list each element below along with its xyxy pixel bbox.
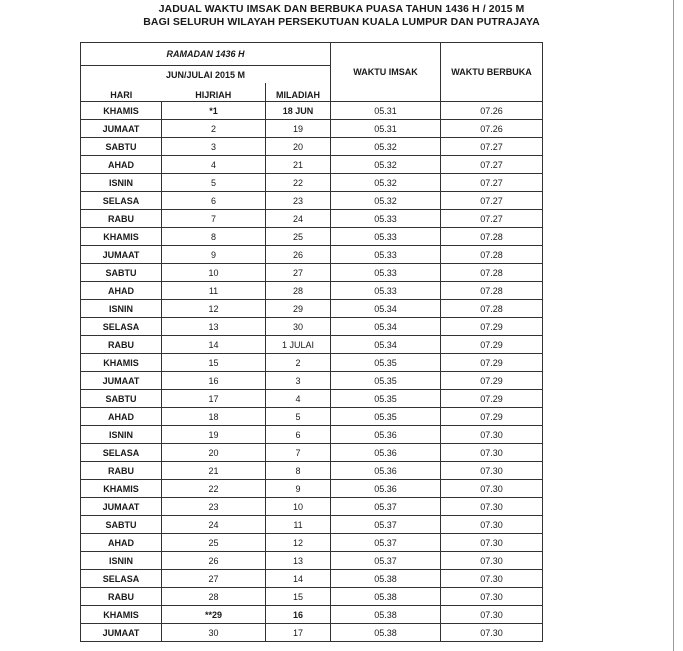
hijriah-cell: 8: [162, 228, 266, 246]
hijriah-cell: 26: [162, 552, 266, 570]
table-row: [81, 174, 543, 192]
berbuka-cell: 07.28: [441, 228, 543, 246]
berbuka-cell: 07.27: [441, 138, 543, 156]
table-row: [81, 408, 543, 426]
hijriah-cell: 5: [162, 174, 266, 192]
berbuka-cell: 07.30: [441, 498, 543, 516]
imsak-cell: 05.32: [331, 174, 441, 192]
berbuka-cell: 07.30: [441, 588, 543, 606]
miladiah-cell: 20: [266, 138, 331, 156]
imsak-cell: 05.36: [331, 426, 441, 444]
day-cell: AHAD: [81, 156, 162, 174]
miladiah-cell: 24: [266, 210, 331, 228]
miladiah-header: MILADIAH: [266, 83, 331, 102]
imsak-cell: 05.34: [331, 318, 441, 336]
berbuka-cell: 07.30: [441, 606, 543, 624]
imsak-cell: 05.38: [331, 570, 441, 588]
day-cell: KHAMIS: [81, 228, 162, 246]
miladiah-cell: 3: [266, 372, 331, 390]
table-row: [81, 606, 543, 624]
imsak-cell: 05.35: [331, 372, 441, 390]
table-row: [81, 372, 543, 390]
miladiah-cell: 5: [266, 408, 331, 426]
day-cell: SABTU: [81, 516, 162, 534]
miladiah-cell: 28: [266, 282, 331, 300]
hijriah-cell: 7: [162, 210, 266, 228]
miladiah-cell: 16: [266, 606, 331, 624]
berbuka-cell: 07.30: [441, 624, 543, 642]
hijriah-cell: 9: [162, 246, 266, 264]
berbuka-cell: 07.30: [441, 552, 543, 570]
imsak-header: WAKTU IMSAK: [331, 43, 441, 102]
table-row: [81, 534, 543, 552]
hijriah-cell: 23: [162, 498, 266, 516]
table-row: [81, 246, 543, 264]
berbuka-cell: 07.29: [441, 336, 543, 354]
table-row: [81, 480, 543, 498]
hijriah-cell: 18: [162, 408, 266, 426]
miladiah-cell: 6: [266, 426, 331, 444]
table-row: [81, 282, 543, 300]
miladiah-cell: 8: [266, 462, 331, 480]
berbuka-cell: 07.26: [441, 120, 543, 138]
berbuka-cell: 07.29: [441, 408, 543, 426]
imsak-cell: 05.34: [331, 300, 441, 318]
day-cell: AHAD: [81, 282, 162, 300]
miladiah-cell: 21: [266, 156, 331, 174]
hijriah-cell: 17: [162, 390, 266, 408]
table-row: [81, 516, 543, 534]
hijriah-cell: 2: [162, 120, 266, 138]
ramadan-header: RAMADAN 1436 H: [81, 43, 331, 66]
miladiah-cell: 15: [266, 588, 331, 606]
table-row: [81, 192, 543, 210]
imsak-cell: 05.33: [331, 282, 441, 300]
miladiah-cell: 1 JULAI: [266, 336, 331, 354]
day-cell: ISNIN: [81, 552, 162, 570]
imsak-cell: 05.35: [331, 390, 441, 408]
berbuka-cell: 07.28: [441, 300, 543, 318]
day-cell: KHAMIS: [81, 354, 162, 372]
berbuka-cell: 07.30: [441, 444, 543, 462]
table-row: [81, 498, 543, 516]
hijriah-cell: 14: [162, 336, 266, 354]
berbuka-cell: 07.29: [441, 354, 543, 372]
table-row: [81, 102, 543, 120]
berbuka-cell: 07.30: [441, 534, 543, 552]
schedule-table: [80, 42, 543, 642]
day-cell: SABTU: [81, 264, 162, 282]
table-row: [81, 264, 543, 282]
miladiah-cell: 29: [266, 300, 331, 318]
day-cell: ISNIN: [81, 300, 162, 318]
berbuka-cell: 07.29: [441, 390, 543, 408]
imsak-cell: 05.32: [331, 192, 441, 210]
table-row: [81, 138, 543, 156]
miladiah-cell: 19: [266, 120, 331, 138]
miladiah-cell: 30: [266, 318, 331, 336]
berbuka-cell: 07.29: [441, 318, 543, 336]
table-row: [81, 462, 543, 480]
table-row: [81, 624, 543, 642]
berbuka-cell: 07.27: [441, 210, 543, 228]
document-subtitle: BAGI SELURUH WILAYAH PERSEKUTUAN KUALA LUMPUR DAN PUTRAJAYA: [143, 16, 540, 28]
imsak-cell: 05.33: [331, 228, 441, 246]
day-cell: RABU: [81, 588, 162, 606]
day-cell: KHAMIS: [81, 480, 162, 498]
imsak-cell: 05.36: [331, 444, 441, 462]
hijriah-cell: 28: [162, 588, 266, 606]
day-cell: RABU: [81, 210, 162, 228]
miladiah-cell: 14: [266, 570, 331, 588]
table-row: [81, 552, 543, 570]
hijriah-cell: 10: [162, 264, 266, 282]
day-cell: JUMAAT: [81, 372, 162, 390]
table-row: [81, 588, 543, 606]
miladiah-cell: 26: [266, 246, 331, 264]
berbuka-cell: 07.28: [441, 282, 543, 300]
imsak-cell: 05.32: [331, 156, 441, 174]
table-row: [81, 354, 543, 372]
miladiah-cell: 2: [266, 354, 331, 372]
miladiah-cell: 9: [266, 480, 331, 498]
berbuka-cell: 07.27: [441, 174, 543, 192]
imsak-cell: 05.38: [331, 624, 441, 642]
imsak-cell: 05.33: [331, 264, 441, 282]
table-row: [81, 318, 543, 336]
hijriah-cell: *1: [162, 102, 266, 120]
miladiah-cell: 22: [266, 174, 331, 192]
imsak-cell: 05.37: [331, 498, 441, 516]
day-cell: JUMAAT: [81, 120, 162, 138]
hijriah-cell: 4: [162, 156, 266, 174]
table-row: [81, 156, 543, 174]
berbuka-cell: 07.30: [441, 516, 543, 534]
hijriah-cell: 20: [162, 444, 266, 462]
miladiah-cell: 23: [266, 192, 331, 210]
imsak-cell: 05.38: [331, 606, 441, 624]
berbuka-header: WAKTU BERBUKA: [441, 43, 543, 102]
day-cell: SABTU: [81, 390, 162, 408]
month-header: JUN/JULAI 2015 M: [81, 66, 331, 84]
imsak-cell: 05.35: [331, 354, 441, 372]
hari-header: HARI: [81, 83, 162, 102]
imsak-cell: 05.31: [331, 102, 441, 120]
hijriah-cell: 25: [162, 534, 266, 552]
hijriah-cell: 12: [162, 300, 266, 318]
hijriah-cell: 11: [162, 282, 266, 300]
day-cell: ISNIN: [81, 174, 162, 192]
miladiah-cell: 27: [266, 264, 331, 282]
imsak-cell: 05.38: [331, 588, 441, 606]
hijriah-cell: 27: [162, 570, 266, 588]
hijriah-cell: 13: [162, 318, 266, 336]
page-edge: [673, 0, 674, 651]
imsak-cell: 05.34: [331, 336, 441, 354]
berbuka-cell: 07.30: [441, 570, 543, 588]
imsak-cell: 05.37: [331, 516, 441, 534]
miladiah-cell: 13: [266, 552, 331, 570]
hijriah-cell: 16: [162, 372, 266, 390]
imsak-cell: 05.33: [331, 210, 441, 228]
berbuka-cell: 07.30: [441, 462, 543, 480]
miladiah-cell: 18 JUN: [266, 102, 331, 120]
imsak-cell: 05.36: [331, 480, 441, 498]
imsak-cell: 05.35: [331, 408, 441, 426]
table-row: [81, 300, 543, 318]
berbuka-cell: 07.30: [441, 480, 543, 498]
day-cell: KHAMIS: [81, 606, 162, 624]
table-row: [81, 390, 543, 408]
hijriah-cell: **29: [162, 606, 266, 624]
day-cell: SELASA: [81, 318, 162, 336]
hijriah-cell: 19: [162, 426, 266, 444]
table-row: [81, 210, 543, 228]
day-cell: AHAD: [81, 408, 162, 426]
day-cell: RABU: [81, 462, 162, 480]
imsak-cell: 05.33: [331, 246, 441, 264]
hijriah-cell: 30: [162, 624, 266, 642]
berbuka-cell: 07.30: [441, 426, 543, 444]
hijriah-header: HIJRIAH: [162, 83, 266, 102]
hijriah-cell: 22: [162, 480, 266, 498]
miladiah-cell: 4: [266, 390, 331, 408]
miladiah-cell: 7: [266, 444, 331, 462]
table-row: [81, 228, 543, 246]
hijriah-cell: 24: [162, 516, 266, 534]
imsak-cell: 05.37: [331, 534, 441, 552]
day-cell: SABTU: [81, 138, 162, 156]
berbuka-cell: 07.29: [441, 372, 543, 390]
imsak-cell: 05.32: [331, 138, 441, 156]
table-row: [81, 444, 543, 462]
table-row: [81, 336, 543, 354]
day-cell: JUMAAT: [81, 246, 162, 264]
miladiah-cell: 17: [266, 624, 331, 642]
day-cell: SELASA: [81, 444, 162, 462]
imsak-cell: 05.31: [331, 120, 441, 138]
berbuka-cell: 07.27: [441, 156, 543, 174]
table-row: [81, 426, 543, 444]
berbuka-cell: 07.28: [441, 246, 543, 264]
day-cell: JUMAAT: [81, 498, 162, 516]
hijriah-cell: 3: [162, 138, 266, 156]
day-cell: ISNIN: [81, 426, 162, 444]
berbuka-cell: 07.26: [441, 102, 543, 120]
table-row: [81, 120, 543, 138]
hijriah-cell: 15: [162, 354, 266, 372]
miladiah-cell: 25: [266, 228, 331, 246]
day-cell: SELASA: [81, 192, 162, 210]
imsak-cell: 05.36: [331, 462, 441, 480]
day-cell: AHAD: [81, 534, 162, 552]
day-cell: JUMAAT: [81, 624, 162, 642]
hijriah-cell: 6: [162, 192, 266, 210]
imsak-cell: 05.37: [331, 552, 441, 570]
day-cell: RABU: [81, 336, 162, 354]
miladiah-cell: 12: [266, 534, 331, 552]
berbuka-cell: 07.28: [441, 264, 543, 282]
day-cell: KHAMIS: [81, 102, 162, 120]
berbuka-cell: 07.27: [441, 192, 543, 210]
hijriah-cell: 21: [162, 462, 266, 480]
document-title: JADUAL WAKTU IMSAK DAN BERBUKA PUASA TAHUN 1436 H / 2015 M: [158, 3, 525, 15]
table-row: [81, 570, 543, 588]
day-cell: SELASA: [81, 570, 162, 588]
miladiah-cell: 10: [266, 498, 331, 516]
miladiah-cell: 11: [266, 516, 331, 534]
